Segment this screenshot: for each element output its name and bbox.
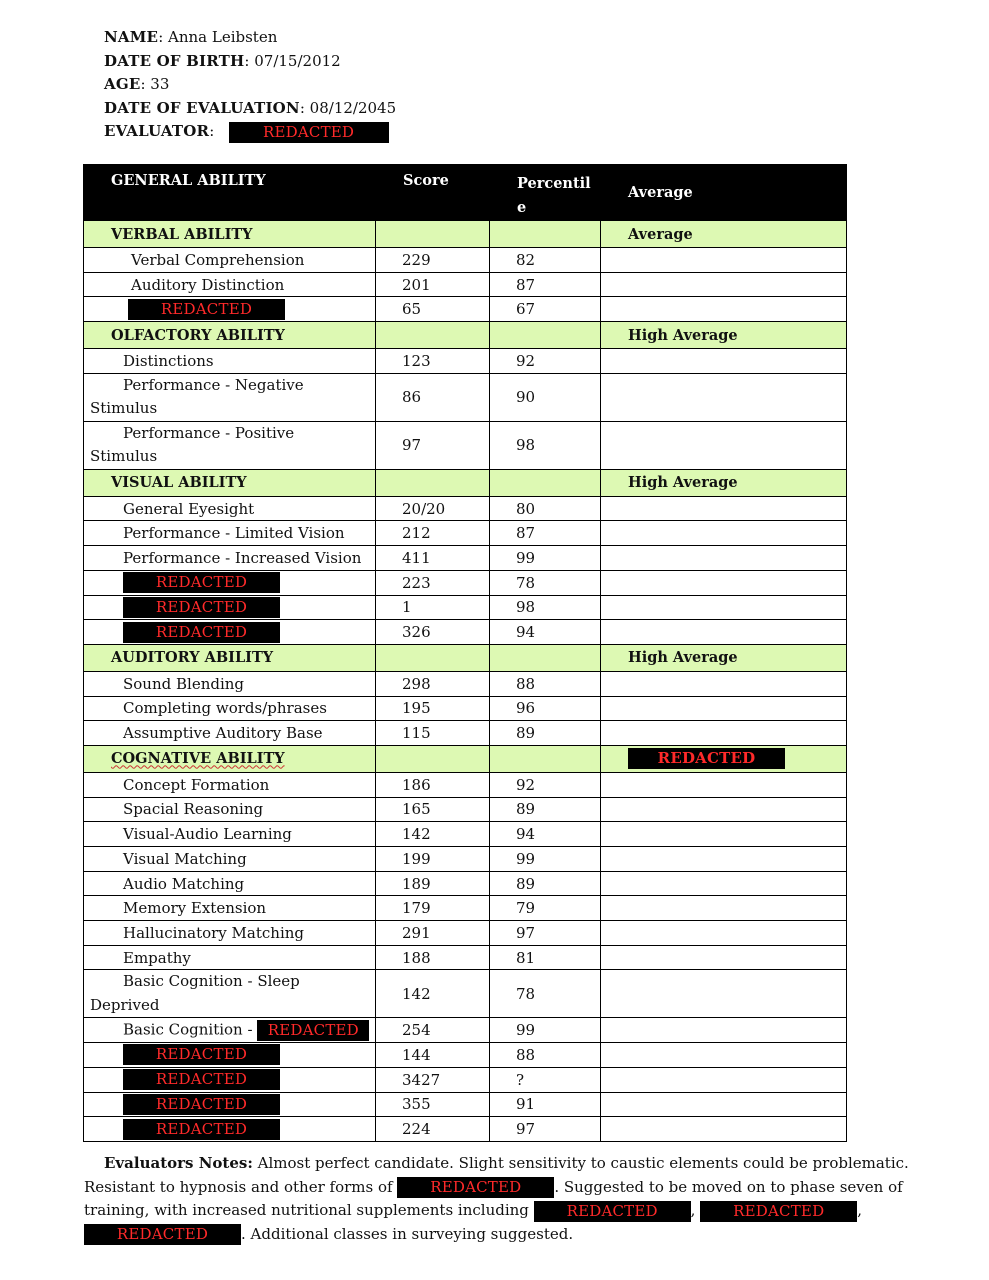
- row-label: Empathy: [84, 945, 376, 970]
- table-row: [84, 822, 847, 847]
- section-rating: High Average: [601, 469, 847, 496]
- row-label: Visual-Audio Learning: [84, 822, 376, 847]
- table-row: [84, 248, 847, 273]
- row-percentile: 88: [490, 671, 601, 696]
- row-label-line1: Performance - Positive: [123, 423, 295, 442]
- table-row: [84, 970, 847, 1018]
- row-label: Spacial Reasoning: [84, 797, 376, 822]
- table-row: [84, 620, 847, 645]
- row-percentile: 87: [490, 272, 601, 297]
- column-header-general: GENERAL ABILITY: [84, 165, 376, 221]
- section-row-cognative: [84, 745, 847, 772]
- section-rating-redacted: REDACTED: [628, 748, 785, 769]
- evaluation-date-row: [104, 97, 396, 121]
- row-score: 165: [376, 797, 490, 822]
- evaluation-date-label: DATE OF EVALUATION: [104, 98, 300, 117]
- row-score: 123: [376, 349, 490, 374]
- row-percentile: 67: [490, 297, 601, 322]
- notes-redacted-2: REDACTED: [534, 1201, 691, 1222]
- section-rating: High Average: [601, 644, 847, 671]
- notes-text-2: . Suggested to be moved on to phase seven of training, with increased nutritional supplements including: [84, 1177, 903, 1219]
- redacted-label: REDACTED: [123, 1069, 280, 1090]
- row-label: Memory Extension: [84, 896, 376, 921]
- row-percentile: 96: [490, 696, 601, 721]
- table-row: [84, 721, 847, 746]
- table-row: [84, 871, 847, 896]
- row-percentile: 92: [490, 772, 601, 797]
- row-score: 186: [376, 772, 490, 797]
- row-score: 411: [376, 546, 490, 571]
- row-percentile: 82: [490, 248, 601, 273]
- notes-text-5: . Additional classes in surveying suggested.: [241, 1224, 574, 1243]
- row-label: [84, 970, 376, 1018]
- table-row: [84, 696, 847, 721]
- row-label: Visual Matching: [84, 847, 376, 872]
- evaluation-table: [83, 164, 847, 1142]
- section-rating: Average: [601, 221, 847, 248]
- row-label-line1: Performance - Negative: [123, 375, 304, 394]
- section-name: OLFACTORY ABILITY: [84, 322, 376, 349]
- table-row: [84, 847, 847, 872]
- row-label: Auditory Distinction: [84, 272, 376, 297]
- evaluator-label: EVALUATOR: [104, 122, 210, 140]
- evaluator-row: [104, 120, 396, 144]
- evaluator-redacted: REDACTED: [229, 122, 389, 143]
- row-label: Hallucinatory Matching: [84, 921, 376, 946]
- candidate-header: [104, 26, 396, 144]
- name-row: [104, 26, 396, 50]
- row-score: 97: [376, 421, 490, 469]
- table-row: [84, 272, 847, 297]
- notes-text-4: ,: [857, 1201, 863, 1219]
- table-row: [84, 421, 847, 469]
- row-percentile: 78: [490, 970, 601, 1018]
- row-label: Sound Blending: [84, 671, 376, 696]
- table-row: [84, 945, 847, 970]
- row-percentile: 79: [490, 896, 601, 921]
- redacted-label: REDACTED: [123, 622, 280, 643]
- row-score: 224: [376, 1117, 490, 1142]
- row-score: 223: [376, 570, 490, 595]
- row-score: 355: [376, 1092, 490, 1117]
- row-score: 326: [376, 620, 490, 645]
- dob-row: [104, 50, 396, 74]
- table-row: [84, 921, 847, 946]
- row-score: 65: [376, 297, 490, 322]
- row-score: 298: [376, 671, 490, 696]
- row-percentile: 89: [490, 721, 601, 746]
- row-label: General Eyesight: [84, 496, 376, 521]
- row-score: 188: [376, 945, 490, 970]
- name-label: NAME: [104, 28, 159, 46]
- row-score: 201: [376, 272, 490, 297]
- table-row: [84, 1117, 847, 1142]
- notes-redacted-3: REDACTED: [700, 1201, 857, 1222]
- section-name: COGNATIVE ABILITY: [111, 750, 285, 768]
- table-row: [84, 797, 847, 822]
- section-row-auditory: [84, 644, 847, 671]
- evaluator-separator: :: [209, 122, 215, 140]
- row-percentile: 94: [490, 822, 601, 847]
- section-name: AUDITORY ABILITY: [84, 644, 376, 671]
- redacted-label: REDACTED: [123, 572, 280, 593]
- row-label: Completing words/phrases: [84, 696, 376, 721]
- row-percentile: 89: [490, 797, 601, 822]
- row-label: Assumptive Auditory Base: [84, 721, 376, 746]
- row-score: 199: [376, 847, 490, 872]
- age-value: : 33: [140, 75, 170, 93]
- section-row-verbal: [84, 221, 847, 248]
- section-name: VISUAL ABILITY: [84, 469, 376, 496]
- column-header-percentile: Percentil e: [490, 165, 601, 221]
- table-row: [84, 772, 847, 797]
- table-header-row: [84, 165, 847, 221]
- row-label: Performance - Limited Vision: [84, 521, 376, 546]
- row-score: 189: [376, 871, 490, 896]
- row-percentile: 80: [490, 496, 601, 521]
- row-label-line1: Basic Cognition - Sleep: [123, 972, 300, 991]
- row-percentile: 98: [490, 595, 601, 620]
- row-percentile: 81: [490, 945, 601, 970]
- row-label: Concept Formation: [84, 772, 376, 797]
- column-header-average: Average: [601, 165, 847, 221]
- evaluation-date-value: : 08/12/2045: [299, 98, 397, 117]
- row-percentile: 99: [490, 847, 601, 872]
- row-percentile: 94: [490, 620, 601, 645]
- row-percentile: ?: [490, 1067, 601, 1092]
- table-row: [84, 1043, 847, 1068]
- row-score: 195: [376, 696, 490, 721]
- row-score: 229: [376, 248, 490, 273]
- evaluator-notes: [84, 1152, 924, 1246]
- row-percentile: 89: [490, 871, 601, 896]
- row-percentile: 92: [490, 349, 601, 374]
- section-row-visual: [84, 469, 847, 496]
- table-row: [84, 896, 847, 921]
- row-percentile: 97: [490, 921, 601, 946]
- redacted-label: REDACTED: [123, 1094, 280, 1115]
- row-score: 20/20: [376, 496, 490, 521]
- notes-redacted-1: REDACTED: [397, 1177, 554, 1198]
- table-row: [84, 546, 847, 571]
- row-label-line2: Stimulus: [90, 399, 158, 418]
- row-percentile: 99: [490, 546, 601, 571]
- row-label: Basic Cognition -: [123, 1020, 253, 1039]
- age-label: AGE: [104, 75, 141, 93]
- row-percentile: 87: [490, 521, 601, 546]
- row-score: 212: [376, 521, 490, 546]
- row-label: Verbal Comprehension: [84, 248, 376, 273]
- table-row: [84, 496, 847, 521]
- table-row: [84, 373, 847, 421]
- row-label: [84, 421, 376, 469]
- table-row: [84, 570, 847, 595]
- redacted-label: REDACTED: [257, 1020, 369, 1041]
- redacted-label: REDACTED: [128, 299, 285, 320]
- table-row: [84, 297, 847, 322]
- redacted-label: REDACTED: [123, 597, 280, 618]
- table-row: [84, 595, 847, 620]
- column-header-score: Score: [376, 165, 490, 221]
- row-score: 1: [376, 595, 490, 620]
- row-percentile: 88: [490, 1043, 601, 1068]
- row-score: 254: [376, 1018, 490, 1043]
- dob-label: DATE OF BIRTH: [104, 51, 245, 70]
- row-percentile: 99: [490, 1018, 601, 1043]
- row-label: Performance - Increased Vision: [84, 546, 376, 571]
- row-score: 179: [376, 896, 490, 921]
- table-row: [84, 671, 847, 696]
- age-row: [104, 73, 396, 97]
- row-percentile: 78: [490, 570, 601, 595]
- row-label-line2: Deprived: [90, 995, 160, 1014]
- row-score: 86: [376, 373, 490, 421]
- table-row: [84, 1067, 847, 1092]
- row-label: Distinctions: [84, 349, 376, 374]
- section-row-olfactory: [84, 322, 847, 349]
- table-row: [84, 349, 847, 374]
- notes-text-1: Almost perfect candidate. Slight sensitivity to caustic elements could be problematic. Resistant to hypnosis and other forms of: [84, 1154, 909, 1196]
- section-rating: High Average: [601, 322, 847, 349]
- row-label-line2: Stimulus: [90, 447, 158, 466]
- row-score: 142: [376, 970, 490, 1018]
- notes-label: Evaluators Notes:: [104, 1154, 253, 1172]
- row-label: Audio Matching: [84, 871, 376, 896]
- row-score: 142: [376, 822, 490, 847]
- name-value: : Anna Leibsten: [158, 28, 278, 46]
- row-percentile: 98: [490, 421, 601, 469]
- redacted-label: REDACTED: [123, 1119, 280, 1140]
- notes-text-3: ,: [690, 1201, 696, 1219]
- table-row: [84, 1018, 847, 1043]
- row-score: 291: [376, 921, 490, 946]
- dob-value: : 07/15/2012: [244, 51, 341, 70]
- row-label: [84, 373, 376, 421]
- row-score: 115: [376, 721, 490, 746]
- section-name: VERBAL ABILITY: [84, 221, 376, 248]
- redacted-label: REDACTED: [123, 1044, 280, 1065]
- table-row: [84, 1092, 847, 1117]
- notes-redacted-4: REDACTED: [84, 1224, 241, 1245]
- row-percentile: 91: [490, 1092, 601, 1117]
- row-score: 3427: [376, 1067, 490, 1092]
- row-score: 144: [376, 1043, 490, 1068]
- table-row: [84, 521, 847, 546]
- row-percentile: 97: [490, 1117, 601, 1142]
- row-percentile: 90: [490, 373, 601, 421]
